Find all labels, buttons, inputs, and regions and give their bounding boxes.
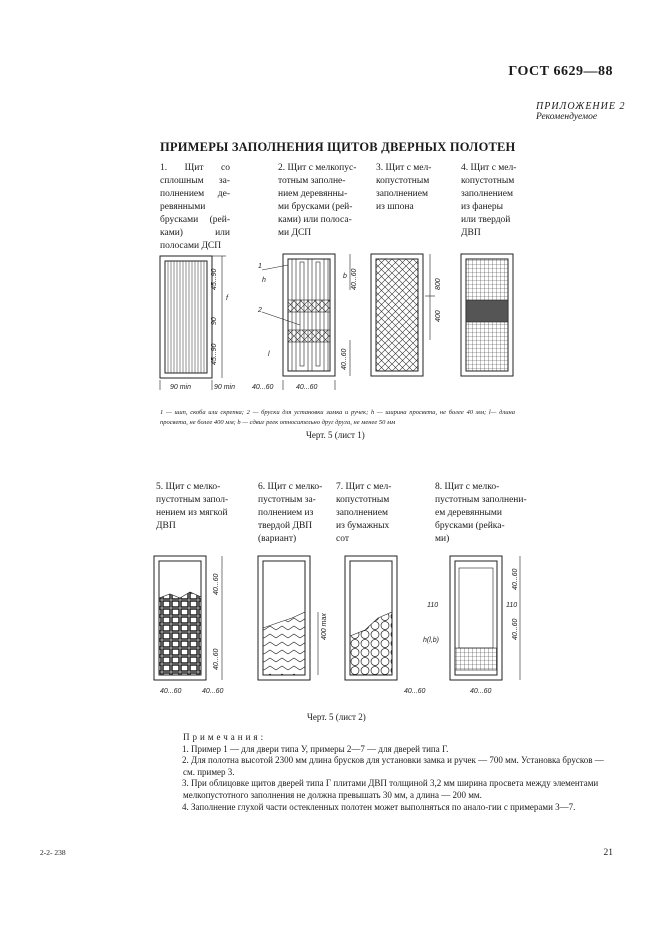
- dim-90-min-left: 90 min: [170, 384, 192, 391]
- appendix-label: ПРИЛОЖЕНИЕ 2: [536, 101, 626, 112]
- dim-400-max: 400 max: [321, 613, 328, 640]
- figure-legend: 1 — шип, скоба или скрепка; 2 — бруски для установки замка и ручек; h — ширина просвета, не более 40 мм; l— длина просвета, не более 400 мм; b — сдвиг реек относительно друг друга, не менее 50 мм: [160, 409, 515, 426]
- print-code: 2-2- 238: [40, 848, 66, 857]
- dim-45-90-bottom: 45...90: [211, 343, 218, 365]
- dim-s2-a10: 40...60: [512, 618, 519, 640]
- label-b: b: [343, 273, 347, 280]
- caption-example-7: 7. Щит с мел- копустотным заполнением из бумажных сот: [336, 482, 392, 544]
- label-1: 1: [258, 263, 262, 270]
- caption-example-1: 1. Щит со сплошным за- полнением де- ревянными брусками (рей- ками) или полосами ДСП: [160, 163, 230, 251]
- note-1: 1. Пример 1 — для двери типа У, примеры 2—7 — для дверей типа Г.: [182, 743, 449, 754]
- standard-number: ГОСТ 6629—88: [508, 64, 613, 79]
- dim-45-90-top: 45...90: [211, 268, 218, 290]
- dim-40-60-w3: 40...60: [252, 384, 274, 391]
- drawing-example-2: [262, 254, 350, 390]
- caption-example-4: 4. Щит с мел- копустотным заполнением из фанеры или твердой ДВП: [461, 163, 517, 238]
- appendix-status: Рекомендуемое: [536, 112, 598, 122]
- caption-example-2: 2. Щит с мелкопус- тотным заполне- нием деревянны- ми брусками (рей- ками) или полоса- ми ДСП: [278, 163, 357, 238]
- drawing-example-6: [258, 556, 318, 680]
- dim-s2-a11: 40...60: [404, 688, 426, 695]
- drawing-example-7: [345, 556, 397, 680]
- caption-example-5: 5. Щит с мелко- пустотным запол- нением из мягкой ДВП: [156, 482, 229, 531]
- dim-40-60-a: 40...60: [351, 268, 358, 290]
- label-f: f: [226, 295, 228, 302]
- label-l: l: [268, 351, 270, 358]
- drawing-example-5: [154, 556, 222, 680]
- dim-s2-a2: 40...60: [213, 648, 220, 670]
- drawing-example-3: [371, 254, 435, 376]
- dim-110-left: 110: [427, 602, 439, 609]
- page-number: 21: [603, 848, 613, 858]
- dim-s2-a3: 40...60: [160, 688, 182, 695]
- dim-90: 90: [211, 317, 218, 325]
- dim-s2-a4: 40...60: [202, 688, 224, 695]
- caption-example-8: 8. Щит с мелко- пустотным заполнени- ем деревянными брусками (рейка- ми): [435, 482, 527, 544]
- label-h: h: [262, 277, 266, 284]
- sheet-2-label: Черт. 5 (лист 2): [307, 712, 366, 722]
- page-title: ПРИМЕРЫ ЗАПОЛНЕНИЯ ЩИТОВ ДВЕРНЫХ ПОЛОТЕН: [160, 140, 516, 154]
- notes: [183, 732, 605, 813]
- note-4: 4. Заполнение глухой части остекленных полотен может выполняться по анало-гии с примерами 3—7.: [182, 801, 576, 812]
- dim-400: 400: [435, 310, 442, 322]
- caption-example-6: 6. Щит с мелко- пустотным за- полнением из твердой ДВП (вариант): [258, 482, 323, 544]
- dim-110-right: 110: [506, 602, 518, 609]
- drawing-example-4: [461, 254, 513, 376]
- label-2: 2: [258, 307, 262, 314]
- caption-example-3: 3. Щит с мел- копустотным заполнением из шпона: [376, 163, 432, 212]
- notes-title: Примечания:: [183, 732, 267, 742]
- note-2: 2. Для полотна высотой 2300 мм длина брусков для установки замка и ручек — 700 мм. Установка брусков — см. пример 3.: [182, 755, 604, 777]
- dim-40-60-w4: 40...60: [296, 384, 318, 391]
- sheet-1-label: Черт. 5 (лист 1): [306, 430, 365, 440]
- dim-90-min-right: 90 min: [214, 384, 236, 391]
- dim-s2-a1: 40...60: [213, 573, 220, 595]
- dim-s2-a12: 40...60: [470, 688, 492, 695]
- dim-h-l-b: h(l,b): [423, 637, 439, 644]
- note-3: 3. При облицовке щитов дверей типа Г плитами ДВП толщиной 3,2 мм ширина просвета между элементами мелкопустотного заполнения не должна превышать 30 мм, а длина — 200 мм.: [182, 778, 599, 800]
- dim-40-60-b: 40...60: [341, 348, 348, 370]
- dim-800: 800: [435, 278, 442, 290]
- dim-s2-a9: 40...60: [512, 568, 519, 590]
- drawing-example-8: [450, 556, 520, 680]
